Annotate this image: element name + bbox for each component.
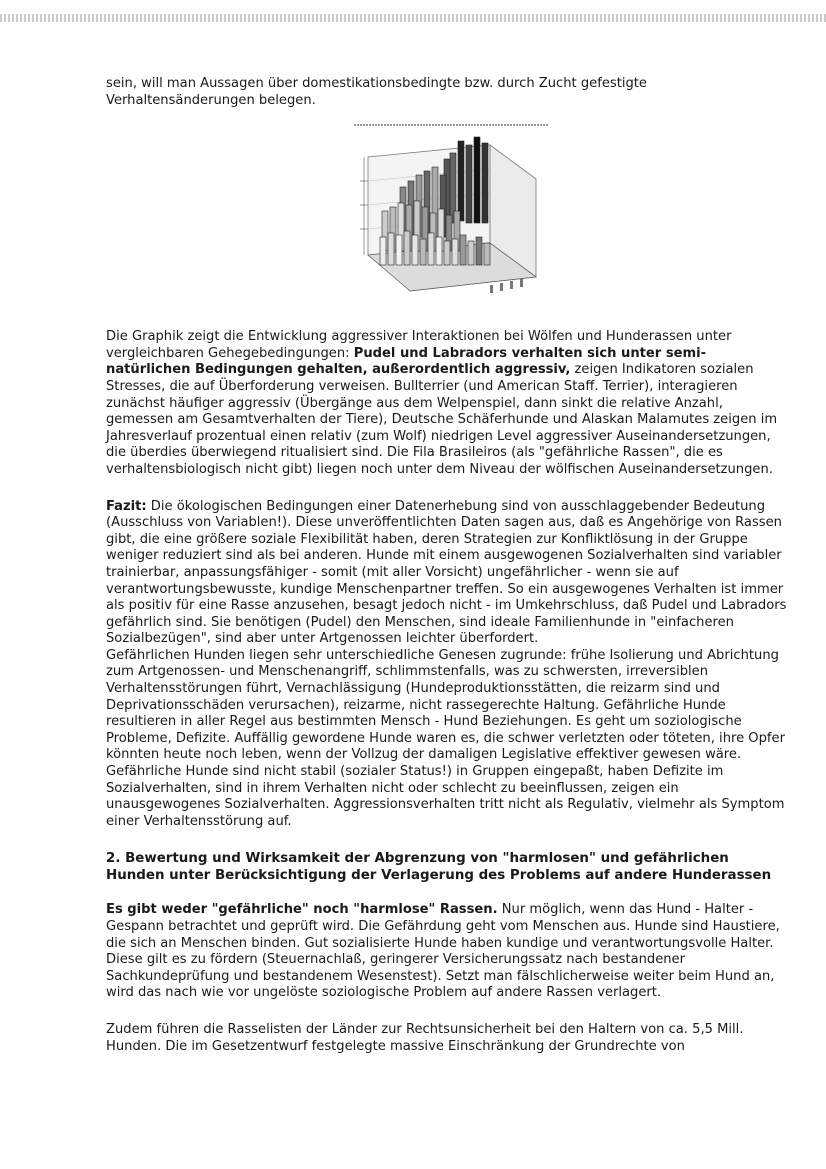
- spacer: [106, 830, 790, 850]
- paragraph-rassen: [106, 902, 790, 1002]
- paragraph-status: Gefährliche Hunde sind nicht stabil (sozialer Status!) in Gruppen eingepaßt, haben Defizite im Sozialverhalten, sind in ihrem Verhalten nicht oder schlecht zu beeinflussen, zeigen ein unausgewogenes Sozialverhalten. Aggressionsverhalten tritt nicht als Regulativ, vielmehr als Symptom einer Verhaltensstörung auf.: [106, 764, 785, 829]
- scan-top-edge: [0, 14, 826, 22]
- paragraph-fazit: [106, 499, 790, 648]
- section-heading: 2. Bewertung und Wirksamkeit der Abgrenzung von "harmlosen" und gefährlichen Hunden unter Berücksichtigung der Verlagerung des Problems auf andere Hunderassen: [106, 851, 772, 884]
- figure-3d-bar-chart: [340, 115, 560, 311]
- fazit-text: Die ökologischen Bedingungen einer Datenerhebung sind von ausschlaggebender Bedeutung (Ausschluss von Variablen!). Diese unveröffentlichten Daten sagen aus, daß es Angehörige von Rassen gibt, die eine größere soziale Flexibilität haben, deren Strategien zur Konfliktlösung in der Gruppe weniger reduziert sind als bei anderen. Hunde mit einem ausgewogenen Sozialverhalten sind variabler trainierbar, anpassungsfähiger - somit (mit aller Vorsicht) ungefährlicher - wenn sie auf verantwortungsbewusste, kundige Menschenpartner treffen. So ein ausgewogenes Verhalten ist immer als positiv für eine Rasse anzusehen, besagt jedoch nicht - im Umkehrschluss, daß Pudel und Labradors gefährlich sind. Sie benötigen (Pudel) den Menschen, sind ideale Familienhunde in "einfacheren Sozialbezügen", sind aber unter Artgenossen leichter überfordert.: [106, 498, 787, 647]
- graphic-rest-text: zeigen Indikatoren sozialen Stresses, die auf Überforderung verweisen. Bullterrier (und American Staff. Terrier), interagieren zunächst häufiger aggressiv (Übergänge aus dem Welpenspiel, dann sinkt die relative Anzahl, gemessen am Gesamtverhalten der Tiere), Deutsche Schäferhunde und Alaskan Malamutes zeigen im Jahresverlauf prozentual einen relativ (zum Wolf) niedrigen Level aggressiver Auseinandersetzungen, die überdies überwiegend ritualisiert sind. Die Fila Brasileiros (als "gefährliche Rassen", die es verhaltensbiologisch nicht gibt) liegen noch unter dem Niveau der wölfischen Auseinandersetzungen.: [106, 362, 778, 477]
- paragraph-graphic: [106, 329, 790, 478]
- paragraph-genesis: Gefährlichen Hunden liegen sehr unterschiedliche Genesen zugrunde: frühe Isolierung und Abrichtung zum Artgenossen- und Menschenangriff, schlimmstenfalls, was zu schwersten, irreversiblen Verhaltensstörungen führt, Vernachlässigung (Hundeproduktionsstätten, die reizarm sind und Deprivationsschäden verursachen), reizarme, nicht rassegerechte Haltung. Gefährliche Hunde resultieren in aller Regel aus bestimmten Mensch - Hund Beziehungen. Es geht um soziologische Probleme, Defizite. Auffällig gewordene Hunde waren es, die schwer verletzten oder töteten, ihre Opfer könnten heute noch leben, wenn der Vollzug der damaligen Legislative effektiver gewesen wäre.: [106, 647, 785, 763]
- graphic-lead-text: Die Graphik zeigt die Entwicklung aggressiver Interaktionen bei Wölfen und Hunderassen unter vergleichbaren Gehegebedingungen:: [106, 329, 732, 361]
- fazit-label: Fazit:: [106, 498, 147, 514]
- paragraph-rasselisten: Zudem führen die Rasselisten der Länder zur Rechtsunsicherheit bei den Haltern von ca. 5,5 Mill. Hunden. Die im Gesetzentwurf festgelegte massive Einschränkung der Grundrechte von: [106, 1021, 744, 1054]
- rassen-rest-text: Nur möglich, wenn das Hund - Halter - Gespann betrachtet und geprüft wird. Die Gefährdung geht vom Menschen aus. Hunde sind Haustiere, die sich an Menschen binden. Gut sozialisierte Hunde haben kundige und verantwortungsvolle Halter. Diese gilt es zu fördern (Steuernachlaß, geringerer Versicherungssatz nach bestandener Sachkundeprüfung und bestandenem Wesenstest). Setzt man fälschlicherweise weiter beim Hund an, wird das nach wie vor ungelöste soziologische Problem auf andere Rassen verlagert.: [106, 902, 780, 1001]
- intro-paragraph: sein, will man Aussagen über domestikationsbedingte bzw. durch Zucht gefestigte Verhaltensänderungen belegen.: [106, 76, 647, 108]
- rassen-bold-text: Es gibt weder "gefährliche" noch "harmlose" Rassen.: [106, 902, 498, 918]
- graphic-bold-text: Pudel und Labradors verhalten sich unter semi-natürlichen Bedingungen gehalten, außerordentlich aggressiv,: [106, 345, 707, 378]
- document-page: [106, 76, 790, 1055]
- spacer: [106, 1002, 790, 1022]
- 3d-bar-chart-image: [340, 115, 560, 311]
